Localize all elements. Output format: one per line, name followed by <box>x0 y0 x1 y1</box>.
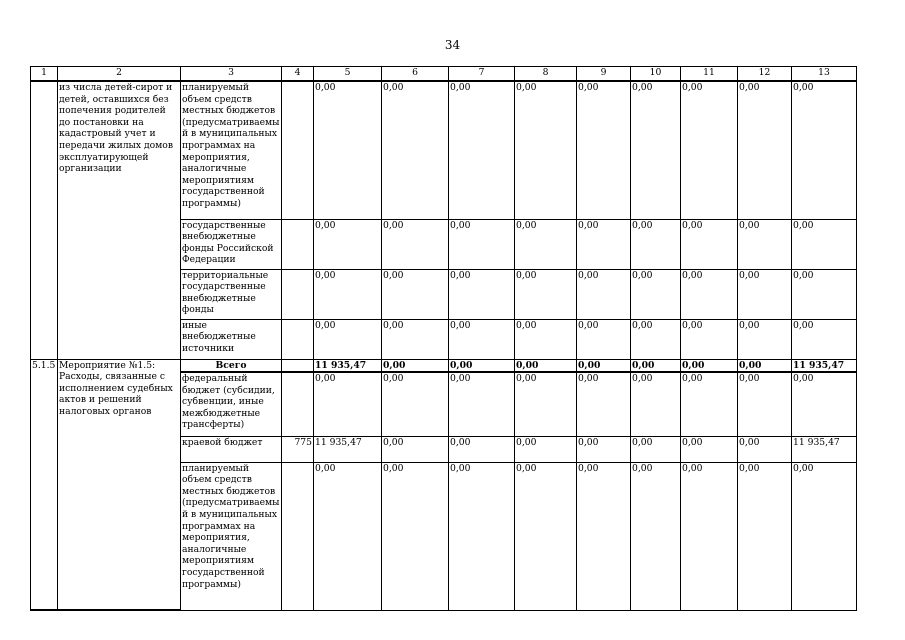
column-header-8: 8 <box>515 67 577 82</box>
amount-cell: 0,00 <box>738 319 792 359</box>
item-number: 5.1.5 <box>31 359 58 610</box>
amount-cell: 0,00 <box>792 319 857 359</box>
column-header-1: 1 <box>31 67 58 82</box>
amount-cell: 0,00 <box>382 372 449 436</box>
budget-code <box>282 219 314 269</box>
amount-cell: 0,00 <box>738 462 792 610</box>
column-header-7: 7 <box>449 67 515 82</box>
header-row <box>31 67 857 82</box>
amount-cell: 0,00 <box>681 359 738 372</box>
amount-cell: 0,00 <box>792 269 857 319</box>
amount-cell: 0,00 <box>382 359 449 372</box>
amount-cell: 0,00 <box>449 319 515 359</box>
amount-cell: 0,00 <box>738 436 792 462</box>
amount-cell: 0,00 <box>515 359 577 372</box>
amount-cell: 0,00 <box>631 372 681 436</box>
amount-cell: 0,00 <box>515 372 577 436</box>
amount-cell: 0,00 <box>577 372 631 436</box>
item-number <box>31 81 58 359</box>
funding-source: территориальные государственные внебюджетные фонды <box>181 269 282 319</box>
item-title: из числа детей-сирот и детей, оставшихся без попечения родителей до постановки на кадастровый учет и передачи жилых домов эксплуатирующей организации <box>58 81 181 359</box>
amount-cell: 0,00 <box>631 269 681 319</box>
item-title: Мероприятие №1.5: Расходы, связанные с исполнением судебных актов и решений налоговых органов <box>58 359 181 610</box>
amount-cell: 0,00 <box>681 219 738 269</box>
amount-cell: 0,00 <box>738 359 792 372</box>
amount-cell: 0,00 <box>738 372 792 436</box>
budget-code <box>282 372 314 436</box>
amount-cell: 0,00 <box>382 269 449 319</box>
amount-cell: 0,00 <box>631 462 681 610</box>
amount-cell: 0,00 <box>792 462 857 610</box>
amount-cell: 0,00 <box>577 319 631 359</box>
table-row <box>31 359 857 372</box>
amount-cell: 0,00 <box>449 436 515 462</box>
amount-cell: 0,00 <box>681 372 738 436</box>
amount-cell: 0,00 <box>792 219 857 269</box>
amount-cell: 0,00 <box>681 436 738 462</box>
amount-cell: 0,00 <box>515 462 577 610</box>
amount-cell: 0,00 <box>382 319 449 359</box>
amount-cell: 0,00 <box>449 269 515 319</box>
column-header-13: 13 <box>792 67 857 82</box>
amount-cell: 0,00 <box>631 81 681 219</box>
amount-cell: 0,00 <box>449 462 515 610</box>
column-header-11: 11 <box>681 67 738 82</box>
amount-cell: 0,00 <box>382 436 449 462</box>
amount-cell: 0,00 <box>314 319 382 359</box>
amount-cell: 11 935,47 <box>314 359 382 372</box>
funding-source: иные внебюджетные источники <box>181 319 282 359</box>
budget-code <box>282 81 314 219</box>
amount-cell: 0,00 <box>738 81 792 219</box>
funding-source: планируемый объем средств местных бюджетов (предусматриваемы й в муниципальных программах на мероприятия, аналогичные мероприятиям государственной программы) <box>181 81 282 219</box>
amount-cell: 0,00 <box>515 269 577 319</box>
column-header-6: 6 <box>382 67 449 82</box>
amount-cell: 0,00 <box>738 219 792 269</box>
column-header-5: 5 <box>314 67 382 82</box>
amount-cell: 0,00 <box>382 81 449 219</box>
budget-code <box>282 269 314 319</box>
amount-cell: 0,00 <box>382 219 449 269</box>
amount-cell: 0,00 <box>681 462 738 610</box>
column-header-12: 12 <box>738 67 792 82</box>
amount-cell: 0,00 <box>631 219 681 269</box>
amount-cell: 0,00 <box>449 359 515 372</box>
funding-source: Всего <box>181 359 282 372</box>
amount-cell: 0,00 <box>681 319 738 359</box>
amount-cell: 0,00 <box>314 81 382 219</box>
amount-cell: 0,00 <box>681 269 738 319</box>
amount-cell: 0,00 <box>314 372 382 436</box>
amount-cell: 0,00 <box>449 372 515 436</box>
column-header-9: 9 <box>577 67 631 82</box>
amount-cell: 0,00 <box>631 359 681 372</box>
budget-code <box>282 359 314 372</box>
page-number: 34 <box>444 38 461 52</box>
amount-cell: 0,00 <box>792 372 857 436</box>
funding-source: государственные внебюджетные фонды Российской Федерации <box>181 219 282 269</box>
budget-code <box>282 319 314 359</box>
column-header-10: 10 <box>631 67 681 82</box>
table-row <box>31 81 857 219</box>
funding-source: краевой бюджет <box>181 436 282 462</box>
amount-cell: 0,00 <box>382 462 449 610</box>
amount-cell: 0,00 <box>515 81 577 219</box>
amount-cell: 0,00 <box>738 269 792 319</box>
amount-cell: 0,00 <box>314 269 382 319</box>
funding-source: планируемый объем средств местных бюджетов (предусматриваемы й в муниципальных программах на мероприятия, аналогичные мероприятиям государственной программы) <box>181 462 282 610</box>
amount-cell: 0,00 <box>631 319 681 359</box>
amount-cell: 0,00 <box>792 81 857 219</box>
amount-cell: 11 935,47 <box>792 436 857 462</box>
amount-cell: 0,00 <box>577 81 631 219</box>
amount-cell: 0,00 <box>631 436 681 462</box>
amount-cell: 0,00 <box>515 319 577 359</box>
amount-cell: 0,00 <box>314 462 382 610</box>
column-header-2: 2 <box>58 67 181 82</box>
budget-table <box>30 66 857 611</box>
amount-cell: 0,00 <box>314 219 382 269</box>
amount-cell: 11 935,47 <box>314 436 382 462</box>
funding-source: федеральный бюджет (субсидии, субвенции, иные межбюджетные трансферты) <box>181 372 282 436</box>
amount-cell: 0,00 <box>449 219 515 269</box>
amount-cell: 0,00 <box>449 81 515 219</box>
budget-code: 775 <box>282 436 314 462</box>
amount-cell: 0,00 <box>515 436 577 462</box>
amount-cell: 0,00 <box>515 219 577 269</box>
amount-cell: 0,00 <box>577 269 631 319</box>
budget-code <box>282 462 314 610</box>
amount-cell: 0,00 <box>577 219 631 269</box>
amount-cell: 0,00 <box>681 81 738 219</box>
amount-cell: 0,00 <box>577 436 631 462</box>
column-header-3: 3 <box>181 67 282 82</box>
amount-cell: 11 935,47 <box>792 359 857 372</box>
amount-cell: 0,00 <box>577 359 631 372</box>
column-header-4: 4 <box>282 67 314 82</box>
amount-cell: 0,00 <box>577 462 631 610</box>
